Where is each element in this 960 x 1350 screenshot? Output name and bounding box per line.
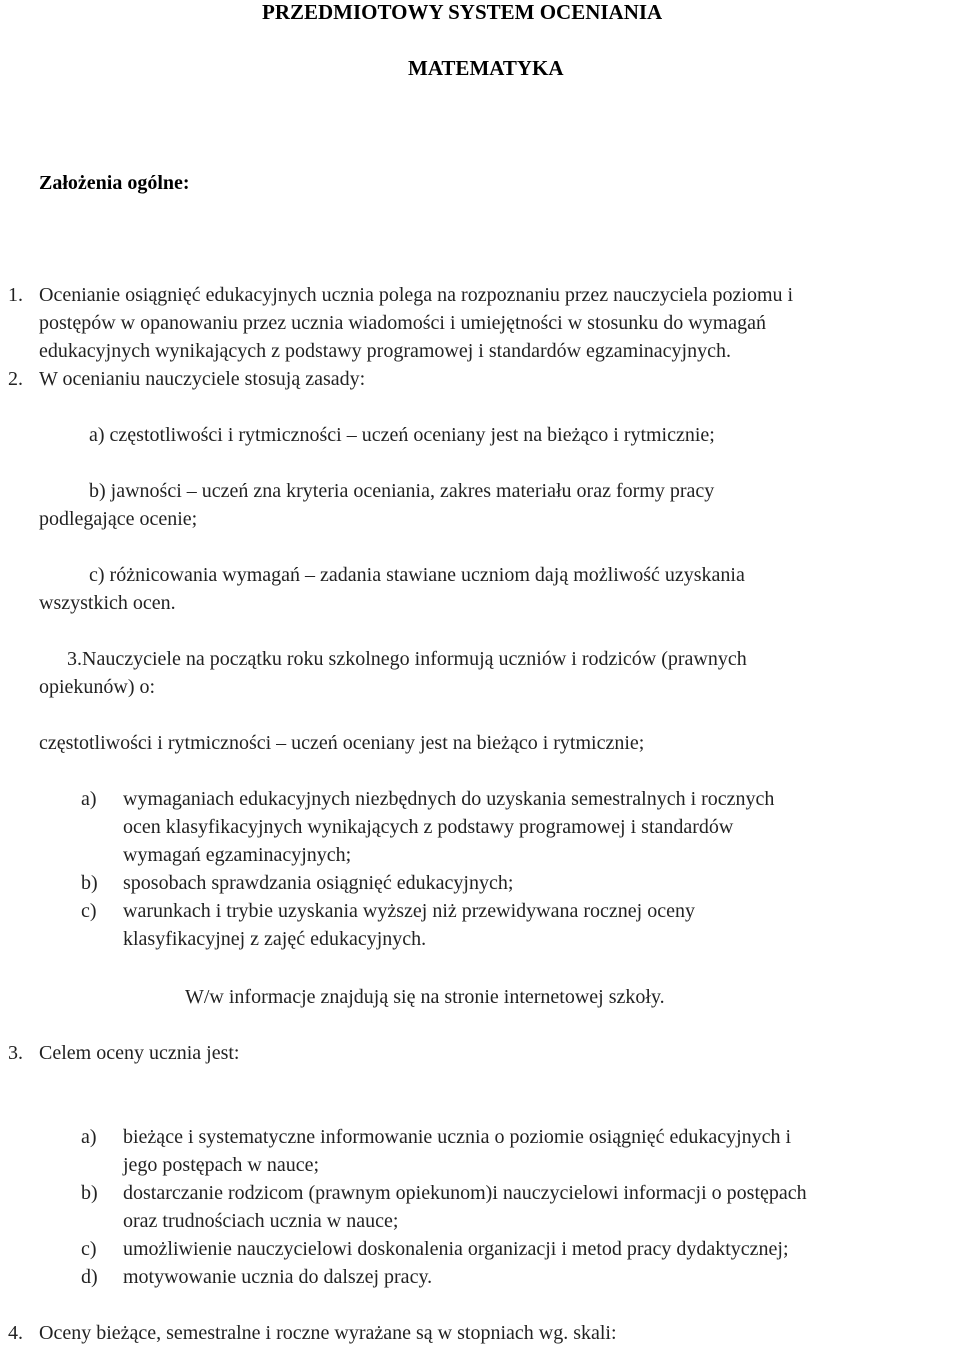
point-1-line-1: Ocenianie osiągnięć edukacyjnych ucznia polega na rozpoznaniu przez nauczyciela poziomu i xyxy=(39,284,794,306)
website-info-note: W/w informacje znajdują się na stronie internetowej szkoły. xyxy=(185,986,665,1008)
subject-heading: MATEMATYKA xyxy=(408,56,564,80)
point-1-line-3: edukacyjnych wynikających z podstawy programowej i standardów egzaminacyjnych. xyxy=(39,340,731,362)
purpose-item-a-line-1: bieżące i systematyczne informowanie ucznia o poziomie osiągnięć edukacyjnych i xyxy=(123,1126,792,1148)
grades-scale-line: Oceny bieżące, semestralne i roczne wyrażane są w stopniach wg. skali: xyxy=(39,1322,617,1344)
info-item-c-line-2: klasyfikacyjnej z zajęć edukacyjnych. xyxy=(123,928,427,950)
grades-number: 4. xyxy=(8,1322,23,1344)
info-item-a-line-3: wymagań egzaminacyjnych; xyxy=(123,844,352,866)
purpose-item-b-mark: b) xyxy=(81,1182,98,1204)
section-heading: Założenia ogólne: xyxy=(39,172,190,194)
purpose-item-d-mark: d) xyxy=(81,1266,98,1288)
point-3-line-1: 3.Nauczyciele na początku roku szkolnego informują uczniów i rodziców (prawnych xyxy=(67,648,747,670)
purpose-item-d-line-1: motywowanie ucznia do dalszej pracy. xyxy=(123,1266,433,1288)
info-item-a-line-1: wymaganiach edukacyjnych niezbędnych do uzyskania semestralnych i rocznych xyxy=(123,788,775,810)
point-3-frequency-line: częstotliwości i rytmiczności – uczeń oceniany jest na bieżąco i rytmicznie; xyxy=(39,732,645,754)
point-2-intro: W ocenianiu nauczyciele stosują zasady: xyxy=(39,368,366,390)
info-item-a-mark: a) xyxy=(81,788,97,810)
point-3-line-2: opiekunów) o: xyxy=(39,676,156,698)
info-item-c-line-1: warunkach i trybie uzyskania wyższej niż przewidywana rocznej oceny xyxy=(123,900,695,922)
point-1-line-2: postępów w opanowaniu przez ucznia wiadomości i umiejętności w stosunku do wymagań xyxy=(39,312,767,334)
info-item-c-mark: c) xyxy=(81,900,97,922)
rule-c-line-1: c) różnicowania wymagań – zadania stawiane uczniom dają możliwość uzyskania xyxy=(89,564,745,586)
info-item-a-line-2: ocen klasyfikacyjnych wynikających z podstawy programowej i standardów xyxy=(123,816,734,838)
purpose-item-b-line-1: dostarczanie rodzicom (prawnym opiekunom)i nauczycielowi informacji o postępach xyxy=(123,1182,807,1204)
rule-c-line-2: wszystkich ocen. xyxy=(39,592,176,614)
purpose-item-b-line-2: oraz trudnościach ucznia w nauce; xyxy=(123,1210,399,1232)
info-item-b-line-1: sposobach sprawdzania osiągnięć edukacyjnych; xyxy=(123,872,514,894)
purpose-number: 3. xyxy=(8,1042,23,1064)
point-1-number: 1. xyxy=(8,284,23,306)
rule-a: a) częstotliwości i rytmiczności – uczeń oceniany jest na bieżąco i rytmicznie; xyxy=(89,424,715,446)
point-2-number: 2. xyxy=(8,368,23,390)
purpose-heading: Celem oceny ucznia jest: xyxy=(39,1042,240,1064)
purpose-item-c-line-1: umożliwienie nauczycielowi doskonalenia organizacji i metod pracy dydaktycznej; xyxy=(123,1238,789,1260)
document-title: PRZEDMIOTOWY SYSTEM OCENIANIA xyxy=(262,0,663,24)
purpose-item-a-mark: a) xyxy=(81,1126,97,1148)
purpose-item-c-mark: c) xyxy=(81,1238,97,1260)
rule-b-line-2: podlegające ocenie; xyxy=(39,508,198,530)
rule-b-line-1: b) jawności – uczeń zna kryteria oceniania, zakres materiału oraz formy pracy xyxy=(89,480,715,502)
info-item-b-mark: b) xyxy=(81,872,98,894)
purpose-item-a-line-2: jego postępach w nauce; xyxy=(123,1154,320,1176)
